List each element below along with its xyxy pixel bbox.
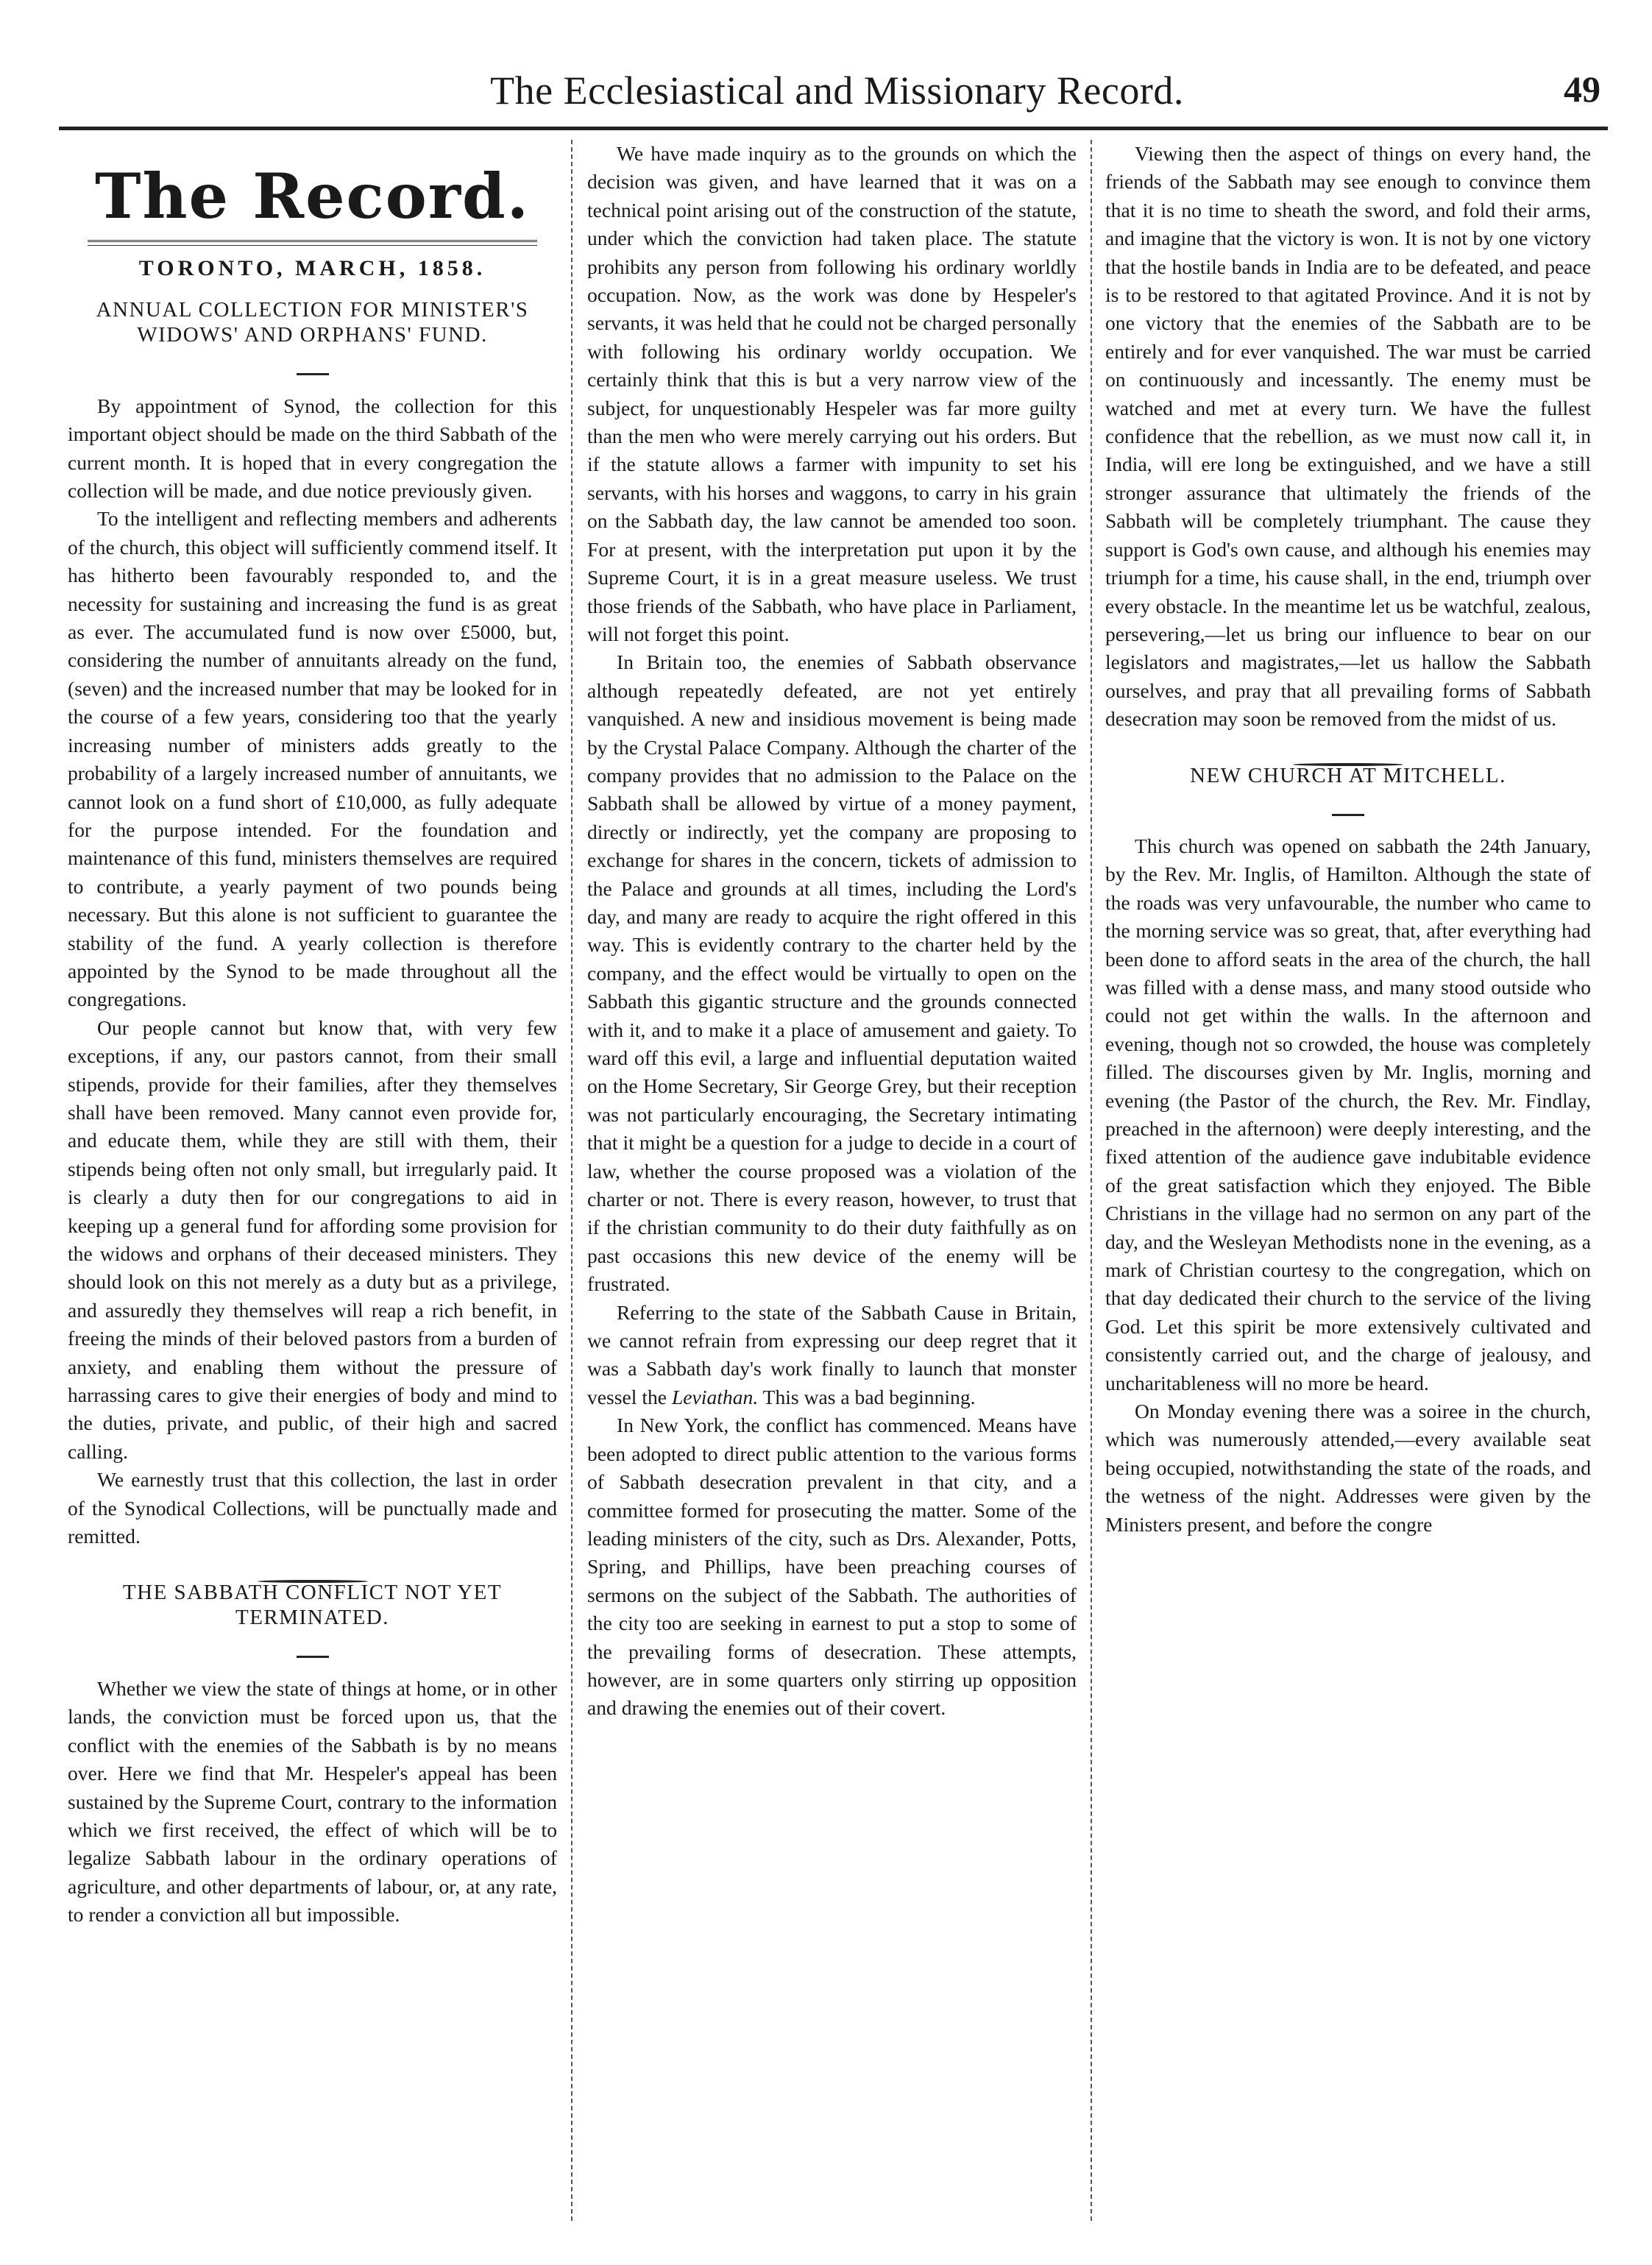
section-heading-new-church: NEW CHURCH AT MITCHELL. bbox=[1190, 763, 1506, 787]
article-paragraph: In Britain too, the enemies of Sabbath observance although repeatedly defeated, are not yet entirely vanquished. A new and insidious movement is being made by the Crystal Palace Company. Although the charter of the company provides that no admission to the Palace on the Sabbath shall be allowed by virtue of a money payment, directly or indirectly, yet the company are proposing to exchange for shares in the concern, tickets of admission to the Palace and grounds at all times, including the Lord's day, and many are ready to acquire the right offered in this way. This is evidently contrary to the charter held by the company, and the effect would be virtually to open on the Sabbath this gigantic structure and the grounds connected with it, and to make it a place of amusement and gaiety. To ward off this evil, a large and influential deputation waited on the Home Secretary, Sir George Grey, but their reception was not particularly encouraging, the Secretary intimating that it might be a question for a judge to decide in a court of law, whether the course proposed was a violation of the charter or not. There is every reason, however, to trust that if the christian community to do their duty faithfully as on past occasions this new device of the enemy will be frustrated. bbox=[587, 651, 1077, 1296]
header-rule bbox=[59, 127, 1608, 130]
article-paragraph: In New York, the conflict has commenced. Means have been adopted to direct public attention to the various forms of Sabbath desecration prevalent in that city, and a committee formed for prosecuting the matter. Some of the leading ministers of the city, such as Drs. Alexander, Potts, Spring, and Phillips, have been preaching courses of sermons on the subject of the Sabbath. The authorities of the city too are seeking in earnest to put a stop to some of the prevailing forms of desecration. These attempts, however, are in some quarters only stirring up opposition and drawing the enemies out of their covert. bbox=[587, 1414, 1077, 1720]
column-2 bbox=[587, 140, 1077, 2236]
column-1 bbox=[68, 140, 557, 2236]
article-paragraph: This church was opened on sabbath the 24th January, by the Rev. Mr. Inglis, of Hamilton. Although the state of the roads was very unfavourable, the number who came to the morning service was so great, that, after everything had been done to afford seats in the area of the church, the hall was filled with a dense mass, and many stood outside who could not get within the walls. In the afternoon and evening, though not so crowded, the house was completely filled. The discourses given by Mr. Inglis, morning and evening (the Pastor of the church, the Rev. Mr. Findlay, preached in the afternoon) were deeply interesting, and the fixed attention of the audience gave indubitable evidence of the great satisfaction which they enjoyed. The Bible Christians in the village had no sermon on any part of the day, and the Wesleyan Methodists none in the evening, as a mark of Christian courtesy to the congregation, which on that day dedicated their church to the service of the living God. Let this spirit be more extensively cultivated and consistently carried out, and the charge of jealousy, and uncharitableness will no more be heard. bbox=[1105, 834, 1591, 1394]
masthead-title: The Record. bbox=[95, 160, 530, 233]
article-paragraph: By appointment of Synod, the collection for this important object should be made on the third Sabbath of the current month. It is hoped that in every congregation the collection will be made, and due notice previously given. bbox=[68, 394, 557, 503]
section-ornament bbox=[68, 1562, 557, 1568]
column-divider bbox=[571, 140, 572, 2221]
column-3 bbox=[1105, 140, 1591, 2236]
dateline: TORONTO, MARCH, 1858. bbox=[138, 256, 486, 280]
running-title: The Ecclesiastical and Missionary Record. bbox=[490, 68, 1184, 113]
article-paragraph: Viewing then the aspect of things on every hand, the friends of the Sabbath may see enough to convince them that it is no time to sheath the sword, and fold their arms, and imagine that the victory is won. It is not by one victory that the hostile bands in India are to be defeated, and peace is to be restored to that agitated Province. And it is not by one victory that the enemies of the Sabbath are to be entirely and for ever vanquished. The war must be carried on continuously and incessantly. The enemy must be watched and met at every turn. We have the fullest confidence that the rebellion, as we must now call it, in India, will ere long be extinguished, and we have a still stronger assurance that ultimately the friends of the Sabbath will be completely triumphant. The cause they support is God's own cause, and although his enemies may triumph for a time, his cause shall, in the end, triumph over every obstacle. In the meantime let us be watchful, zealous, persevering,—let us bring our influence to bear on our legislators and magistrates,—let us hallow the Sabbath ourselves, and pray that all prevailing forms of Sabbath desecration may soon be removed from the midst of us. bbox=[1105, 142, 1591, 731]
section-heading-annual-collection: ANNUAL COLLECTION FOR MINISTER'S WIDOWS' AND ORPHANS' FUND. bbox=[96, 298, 529, 347]
ship-name: Leviathan. bbox=[671, 1385, 759, 1408]
masthead-rule bbox=[88, 240, 538, 246]
paragraph-text: Referring to the state of the Sabbath Cause in Britain, we cannot refrain from expressing our deep regret that it was a Sabbath day's work finally to launch that monster vessel the bbox=[587, 1300, 1077, 1408]
heading-dash bbox=[68, 1637, 557, 1665]
paragraph-text: This was a bad beginning. bbox=[758, 1385, 976, 1408]
article-paragraph: To the intelligent and reflecting members and adherents of the church, this object will sufficiently commend itself. It has hitherto been favourably responded to, and the necessity for sustaining and increasing the fund is as great as ever. The accumulated fund is now over £5000, but, considering the number of annuitants already on the fund, (seven) and the increased number that may be looked for in the course of a few years, considering too that the yearly increasing number of ministers adds greatly to the probability of a largely increased number of annuitants, we cannot look on a fund short of £10,000, as fully adequate for the purpose intended. For the foundation and maintenance of this fund, ministers themselves are required to contribute, a yearly payment of two pounds being necessary. But this alone is not sufficient to guarantee the stability of the fund. A yearly collection is therefore appointed by the Synod to be made throughout all the congregations. bbox=[68, 507, 557, 1011]
section-ornament bbox=[1105, 745, 1591, 751]
section-heading-sabbath-conflict: THE SABBATH CONFLICT NOT YET TERMINATED. bbox=[122, 1581, 503, 1630]
column-divider bbox=[1091, 140, 1092, 2221]
page-number: 49 bbox=[1564, 68, 1600, 110]
article-paragraph: Our people cannot but know that, with very few exceptions, if any, our pastors cannot, from their small stipends, provide for their families, after they themselves shall have been removed. Many cannot even provide for, and educate them, while they are still with them, their stipends being often not only small, but irregularly paid. It is clearly a duty then for our congregations to aid in keeping up a general fund for affording some provision for the widows and orphans of their deceased ministers. They should look on this not merely as a duty but as a privilege, and assuredly they themselves will reap a rich benefit, in freeing the minds of their beloved pastors from a burden of anxiety, and enabling them without the pressure of harrassing cares to give their energies of body and mind to the duties, private, and public, of their high and sacred calling. bbox=[68, 1015, 557, 1463]
article-paragraph: Whether we view the state of things at home, or in other lands, the conviction must be forced upon us, that the conflict with the enemies of the Sabbath is by no means over. Here we find that Mr. Hespeler's appeal has been sustained by the Supreme Court, contrary to the information which we first received, the effect of which will be to legalize Sabbath labour in the ordinary operations of agriculture, and other departments of labour, or, at any rate, to render a conviction all but impossible. bbox=[68, 1676, 557, 1927]
article-paragraph: We have made inquiry as to the grounds on which the decision was given, and have learned that it was on a technical point arising out of the construction of the statute, under which the conviction had taken place. The statute prohibits any person from following his ordinary worldly occupation. Now, as the work was done by Hespeler's servants, it was held that he could not be charged personally with following his ordinary worldy occupation. We certainly think that this is but a very narrow view of the subject, for unquestionably Hespeler was far more guilty than the men who were merely carrying out his orders. But if the statute allows a farmer with impunity to set his servants, with his horses and waggons, to carry in his grain on the Sabbath day, the law cannot be amended too soon. For at present, with the interpretation put upon it by the Supreme Court, it is in a great measure useless. We trust those friends of the Sabbath, who have place in Parliament, will not forget this point. bbox=[587, 142, 1077, 645]
running-header bbox=[66, 68, 1608, 127]
heading-dash bbox=[1105, 795, 1591, 823]
article-paragraph: On Monday evening there was a soiree in the church, which was numerously attended,—every available seat being occupied, notwithstanding the state of the roads, and the wetness of the night. Addresses were given by the Ministers present, and before the congre bbox=[1105, 1400, 1591, 1536]
article-paragraph: We earnestly trust that this collection, the last in order of the Synodical Collections, will be punctually made and remitted. bbox=[68, 1468, 557, 1548]
article-paragraph bbox=[587, 1299, 1077, 1412]
heading-dash bbox=[68, 355, 557, 383]
